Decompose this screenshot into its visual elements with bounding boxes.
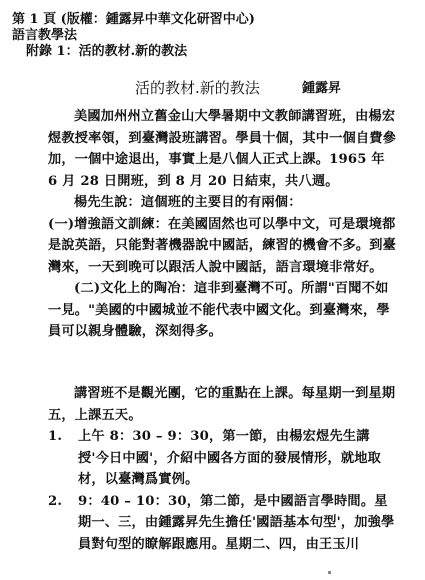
- appendix-label: 附錄 1：活的教材.新的教法: [26, 44, 188, 59]
- article-title-row: [0, 78, 425, 100]
- article-title: 活的教材.新的教法: [135, 79, 260, 97]
- schedule-item-2: [48, 491, 398, 556]
- paragraph-schedule: 講習班不是觀光團，它的重點在上課。每星期一到星期五，上課五天。: [48, 386, 396, 423]
- book-title: 語言教學法: [12, 28, 78, 43]
- schedule-item-text: 上午 8：30 – 9：30，第一節，由楊宏煜先生講授'今日中國'，介紹中國各方面的發展情形，就地取材，以臺灣爲實例。: [78, 429, 381, 487]
- paragraph-intro: 美國加州州立舊金山大學暑期中文教師講習班，由楊宏煜教授率領，到臺灣設班講習。學員十個，其中一個自費參加，一個中途退出，事實上是八個人正式上課。1965 年 6 月 28 日開班，到 8 月 20 日結束，共八週。: [48, 109, 397, 189]
- paragraph-purpose: 楊先生說：這個班的主要目的有兩個：: [74, 195, 302, 210]
- copyright-line: 第 1 頁 (版權：鍾露昇中華文化研習中心): [12, 12, 255, 27]
- page-header: [12, 12, 417, 60]
- article-body-schedule: [48, 383, 398, 555]
- scan-speck: [328, 571, 331, 574]
- schedule-item-text: 9：40 – 10：30，第二節，是中國語言學時間。星期一、三，由鍾露昇先生擔任'國語基本句型'，加強學員對句型的瞭解跟應用。星期二、四，由王玉川: [78, 493, 395, 552]
- purpose-item-1: (一)增強語文訓練：在美國固然也可以學中文，可是環境都是說英語，只能對著機器說中國話，練習的機會不多。到臺灣來，一天到晚可以跟活人說中國話，語言環境非常好。: [48, 216, 397, 275]
- schedule-item-1: [48, 426, 398, 491]
- article-body: [48, 106, 398, 343]
- article-author: 鍾露昇: [302, 81, 342, 96]
- purpose-item-2: (二)文化上的陶冶：這非到臺灣不可。所謂"百聞不如一見。"美國的中國城並不能代表中國文化。到臺灣來，學員可以親身體驗，深刻得多。: [48, 281, 390, 339]
- schedule-item-number: 1.: [48, 429, 63, 444]
- schedule-item-number: 2.: [48, 493, 63, 509]
